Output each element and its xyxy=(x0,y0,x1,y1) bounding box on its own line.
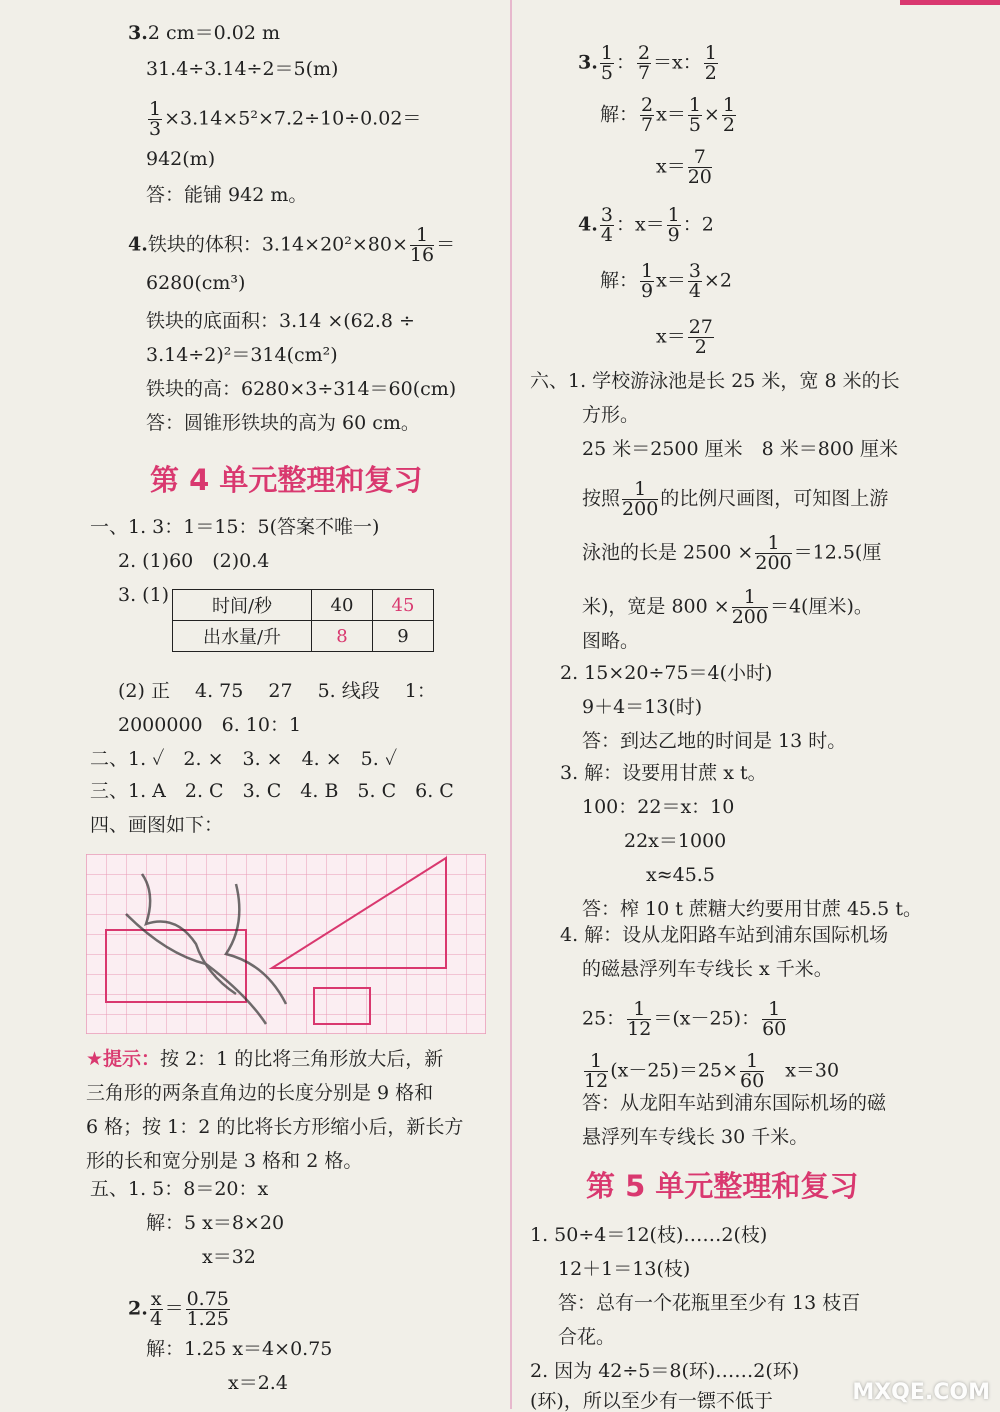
answer-line: 泳池的长是 2500 × $\frac{1}{200}$ ＝12.5(厘 xyxy=(582,532,882,574)
answer-line: 3.14÷2)²＝314(cm²) xyxy=(146,344,338,366)
answer-line: 按照 $\frac{1}{200}$ 的比例尺画图，可知图上游 xyxy=(582,478,889,520)
answer-line: 米)，宽是 800 × $\frac{1}{200}$ ＝4(厘米)。 xyxy=(582,586,873,628)
answer-line: 1. 50÷4＝12(枝)……2(枝) xyxy=(530,1224,768,1246)
answer-line: 五、1. 5：8＝20：x xyxy=(90,1178,269,1200)
drawing-grid xyxy=(86,854,486,1034)
answer-line: 答：榨 10 t 蔗糖大约要用甘蔗 45.5 t。 xyxy=(582,898,922,920)
answer-line: 2. (1)60 (2)0.4 xyxy=(118,550,270,572)
answer-line: 3. $\frac{1}{5}$ ： $\frac{2}{7}$ ＝x： $\frac{1}{2}$ xyxy=(578,42,717,84)
table-cell: 时间/秒 xyxy=(173,590,312,621)
answer-line: (2) 正 4. 75 27 5. 线段 1： xyxy=(118,680,436,702)
answer-line: 铁块的高：6280×3÷314＝60(cm) xyxy=(146,378,457,400)
top-accent-bar xyxy=(900,0,1000,5)
answer-line: 2000000 6. 10：1 xyxy=(118,714,302,736)
answer-line: 2. 15×20÷75＝4(小时) xyxy=(560,662,773,684)
answer-line: 25 米＝2500 厘米 8 米＝800 厘米 xyxy=(582,438,899,460)
table-cell: 8 xyxy=(312,621,373,652)
answer-line: 4. $\frac{3}{4}$ ：x＝ $\frac{1}{9}$ ：2 xyxy=(578,204,714,246)
table-row xyxy=(173,590,434,621)
answer-line: 答：从龙阳车站到浦东国际机场的磁 xyxy=(582,1092,887,1114)
answer-line: 二、1. ✓ 2. × 3. × 4. × 5. ✓ xyxy=(90,748,398,770)
watermark: MXQE.COM xyxy=(852,1380,990,1405)
answer-line: 100：22＝x：10 xyxy=(582,796,735,818)
answer-line: x＝ $\frac{7}{20}$ xyxy=(656,146,712,188)
table-row xyxy=(173,621,434,652)
answer-line: 解：1.25 x＝4×0.75 xyxy=(146,1338,333,1360)
table-cell: 40 xyxy=(312,590,373,621)
answer-line: x≈45.5 xyxy=(646,864,715,886)
answer-line: x＝32 xyxy=(202,1246,256,1268)
answer-line: x＝2.4 xyxy=(228,1372,288,1394)
section-heading-unit-4: 第 4 单元整理和复习 xyxy=(150,463,423,497)
answer-line: 答：到达乙地的时间是 13 时。 xyxy=(582,730,847,752)
answer-line: 答：总有一个花瓶里至少有 13 枝百 xyxy=(558,1292,861,1314)
answer-line: 3.2 cm＝0.02 m xyxy=(128,22,280,44)
answer-line: 的磁悬浮列车专线长 x 千米。 xyxy=(582,958,833,980)
answer-line: 4.铁块的体积：3.14×20²×80× $\frac{1}{16}$ ＝ xyxy=(128,224,456,266)
answer-line: 25： $\frac{1}{12}$ ＝(x－25)： $\frac{1}{60}$ xyxy=(582,998,787,1040)
answer-line: 三、1. A 2. C 3. C 4. B 5. C 6. C xyxy=(90,780,454,802)
answer-line: 3. 解：设要用甘蔗 x t。 xyxy=(560,762,767,784)
answer-line: (环)，所以至少有一镖不低于 xyxy=(530,1390,773,1412)
section-heading-unit-5: 第 5 单元整理和复习 xyxy=(586,1169,859,1203)
answer-line: 3. (1) xyxy=(118,584,170,606)
hint-line: 三角形的两条直角边的长度分别是 9 格和 xyxy=(86,1082,434,1104)
answer-line: 铁块的底面积：3.14 ×(62.8 ÷ xyxy=(146,310,415,332)
answer-line: 22x＝1000 xyxy=(624,830,727,852)
answer-line: $\frac{1}{3}$ ×3.14×5²×7.2÷10÷0.02＝ xyxy=(149,98,422,140)
answer-line: 942(m) xyxy=(146,148,216,170)
answer-line: 解：5 x＝8×20 xyxy=(146,1212,285,1234)
table-cell: 9 xyxy=(373,621,434,652)
answer-line: 合花。 xyxy=(558,1326,616,1348)
answer-line: 31.4÷3.14÷2＝5(m) xyxy=(146,58,339,80)
answer-line: $\frac{1}{12}$ (x－25)＝25× $\frac{1}{60}$ x＝30 xyxy=(584,1050,840,1092)
answer-line: 9＋4＝13(时) xyxy=(582,696,703,718)
column-divider xyxy=(510,0,512,1409)
table-cell: 出水量/升 xyxy=(173,621,312,652)
answer-line: 六、1. 学校游泳池是长 25 米，宽 8 米的长 xyxy=(530,370,900,392)
answer-line: 解： $\frac{1}{9}$ x＝ $\frac{3}{4}$ ×2 xyxy=(600,260,732,302)
answer-line: 解： $\frac{2}{7}$ x＝ $\frac{1}{5}$ × $\frac{1}{2}$ xyxy=(600,94,735,136)
answer-line: 一、1. 3：1＝15：5(答案不唯一) xyxy=(90,516,380,538)
answer-line: 图略。 xyxy=(582,630,640,652)
answer-line: 四、画图如下： xyxy=(90,814,224,836)
answer-line: 6280(cm³) xyxy=(146,272,246,294)
answer-line: 2. 因为 42÷5＝8(环)……2(环) xyxy=(530,1360,800,1382)
answer-line: 答：能铺 942 m。 xyxy=(146,184,308,206)
table-cell: 45 xyxy=(373,590,434,621)
time-water-table xyxy=(172,589,434,652)
answer-line: 方形。 xyxy=(582,404,640,426)
answer-line: 悬浮列车专线长 30 千米。 xyxy=(582,1126,809,1148)
answer-line: 12＋1＝13(枝) xyxy=(558,1258,691,1280)
hint-line: ★提示：按 2：1 的比将三角形放大后，新 xyxy=(86,1048,444,1070)
answer-line: 2. $\frac{x}{4}$ ＝ $\frac{0.75}{1.25}$ xyxy=(128,1288,229,1330)
answer-line: 4. 解：设从龙阳路车站到浦东国际机场 xyxy=(560,924,889,946)
answer-line: x＝ $\frac{27}{2}$ xyxy=(656,316,713,358)
hint-line: 形的长和宽分别是 3 格和 2 格。 xyxy=(86,1150,363,1172)
answer-line: 答：圆锥形铁块的高为 60 cm。 xyxy=(146,412,420,434)
hint-line: 6 格；按 1：2 的比将长方形缩小后，新长方 xyxy=(86,1116,464,1138)
